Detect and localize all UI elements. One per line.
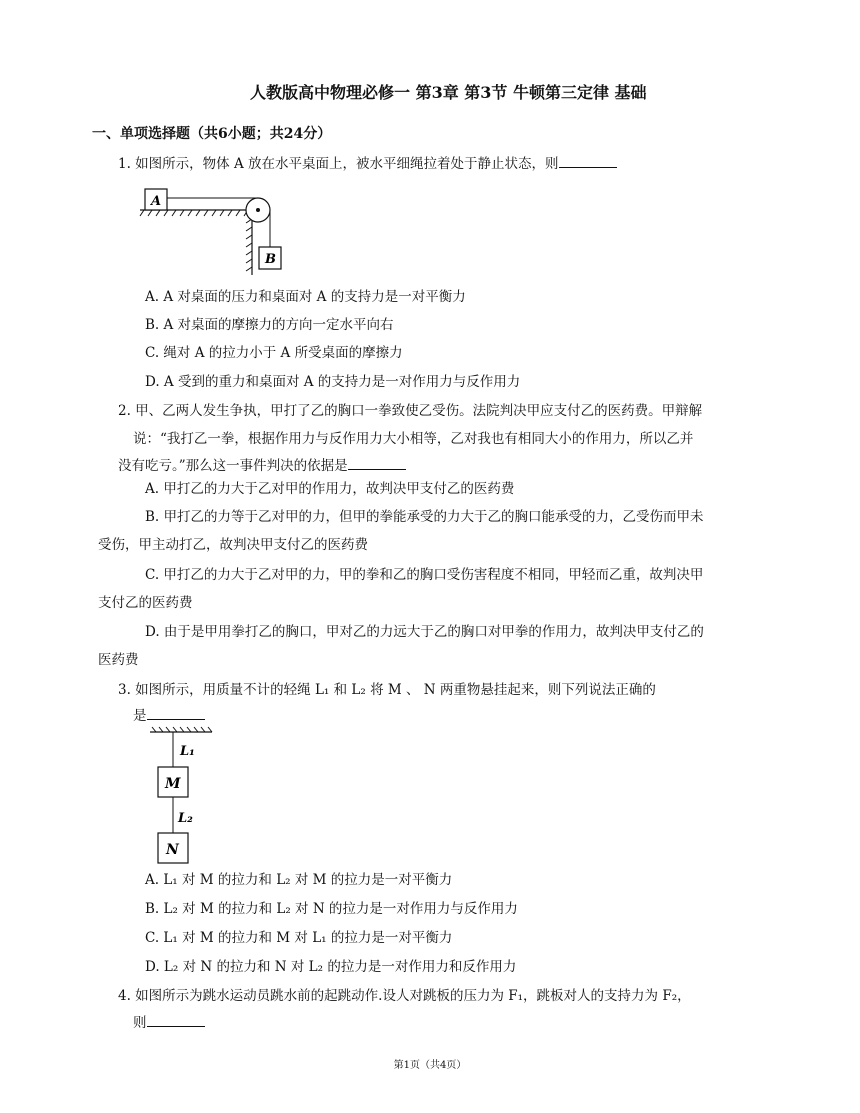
q3-option-a[interactable]: A. L₁ 对 M 的拉力和 L₂ 对 M 的拉力是一对平衡力 bbox=[145, 872, 453, 888]
svg-text:B: B bbox=[265, 252, 276, 267]
svg-text:L₂: L₂ bbox=[178, 811, 193, 826]
q1-option-b[interactable]: B. A 对桌面的摩擦力的方向一定水平向右 bbox=[145, 317, 394, 333]
svg-text:L₁: L₁ bbox=[180, 744, 195, 759]
question-3-stem-line1: 3. 如图所示，用质量不计的轻绳 L₁ 和 L₂ 将 M 、 N 两重物悬挂起来，则下列说法正确的 bbox=[118, 682, 656, 698]
answer-blank bbox=[559, 153, 617, 168]
question-1-stem: 1. 如图所示，物体 A 放在水平桌面上，被水平细绳拉着处于静止状态，则 bbox=[118, 153, 617, 174]
q2-option-d-cont: 医药费 bbox=[98, 652, 139, 668]
q2-option-b-cont: 受伤，甲主动打乙，故判决甲支付乙的医药费 bbox=[98, 537, 368, 553]
section-heading: 一、单项选择题（共6小题；共24分） bbox=[92, 126, 332, 142]
svg-text:N: N bbox=[166, 842, 179, 858]
q2-option-a[interactable]: A. 甲打乙的力大于乙对甲的作用力，故判决甲支付乙的医药费 bbox=[145, 481, 515, 497]
q1-option-d[interactable]: D. A 受到的重力和桌面对 A 的支持力是一对作用力与反作用力 bbox=[145, 374, 521, 390]
answer-blank bbox=[147, 1012, 205, 1027]
q2-option-c-cont: 支付乙的医药费 bbox=[98, 595, 193, 611]
question-4-stem-line1: 4. 如图所示为跳水运动员跳水前的起跳动作.设人对跳板的压力为 F₁，跳板对人的支持力为 F₂， bbox=[118, 988, 691, 1004]
q1-option-c[interactable]: C. 绳对 A 的拉力小于 A 所受桌面的摩擦力 bbox=[145, 345, 403, 361]
question-2-stem-line1: 2. 甲、乙两人发生争执，甲打了乙的胸口一拳致使乙受伤。法院判决甲应支付乙的医药费。甲辩解 bbox=[118, 403, 703, 419]
figure-q3-hanging-masses bbox=[150, 727, 230, 867]
q2-option-d[interactable]: D. 由于是甲用拳打乙的胸口，甲对乙的力远大于乙的胸口对甲拳的作用力，故判决甲支付乙的 bbox=[145, 624, 704, 640]
page-title: 人教版高中物理必修一 第3章 第3节 牛顿第三定律 基础 bbox=[250, 83, 647, 102]
svg-text:M: M bbox=[165, 776, 181, 792]
page-footer: 第1页（共4页） bbox=[393, 1060, 467, 1071]
answer-blank bbox=[147, 705, 205, 720]
q3-option-c[interactable]: C. L₁ 对 M 的拉力和 M 对 L₁ 的拉力是一对平衡力 bbox=[145, 930, 453, 946]
q2-option-c[interactable]: C. 甲打乙的力大于乙对甲的力，甲的拳和乙的胸口受伤害程度不相同，甲轻而乙重，故判决甲 bbox=[145, 567, 704, 583]
question-4-stem-line2: 则 bbox=[133, 1012, 205, 1033]
q3-option-b[interactable]: B. L₂ 对 M 的拉力和 L₂ 对 N 的拉力是一对作用力与反作用力 bbox=[145, 901, 518, 917]
question-3-stem-line2: 是 bbox=[133, 705, 205, 726]
q2-option-b[interactable]: B. 甲打乙的力等于乙对甲的力，但甲的拳能承受的力大于乙的胸口能承受的力，乙受伤而甲未 bbox=[145, 509, 704, 525]
q1-option-a[interactable]: A. A 对桌面的压力和桌面对 A 的支持力是一对平衡力 bbox=[145, 289, 466, 305]
question-2-stem-line3: 没有吃亏。”那么这一事件判决的依据是 bbox=[118, 455, 406, 476]
answer-blank bbox=[348, 455, 406, 470]
figure-q1-pulley bbox=[140, 185, 290, 280]
question-2-stem-line2: 说：“我打乙一拳，根据作用力与反作用力大小相等，乙对我也有相同大小的作用力，所以乙并 bbox=[133, 431, 694, 447]
svg-text:A: A bbox=[151, 194, 162, 209]
q3-option-d[interactable]: D. L₂ 对 N 的拉力和 N 对 L₂ 的拉力是一对作用力和反作用力 bbox=[145, 959, 517, 975]
